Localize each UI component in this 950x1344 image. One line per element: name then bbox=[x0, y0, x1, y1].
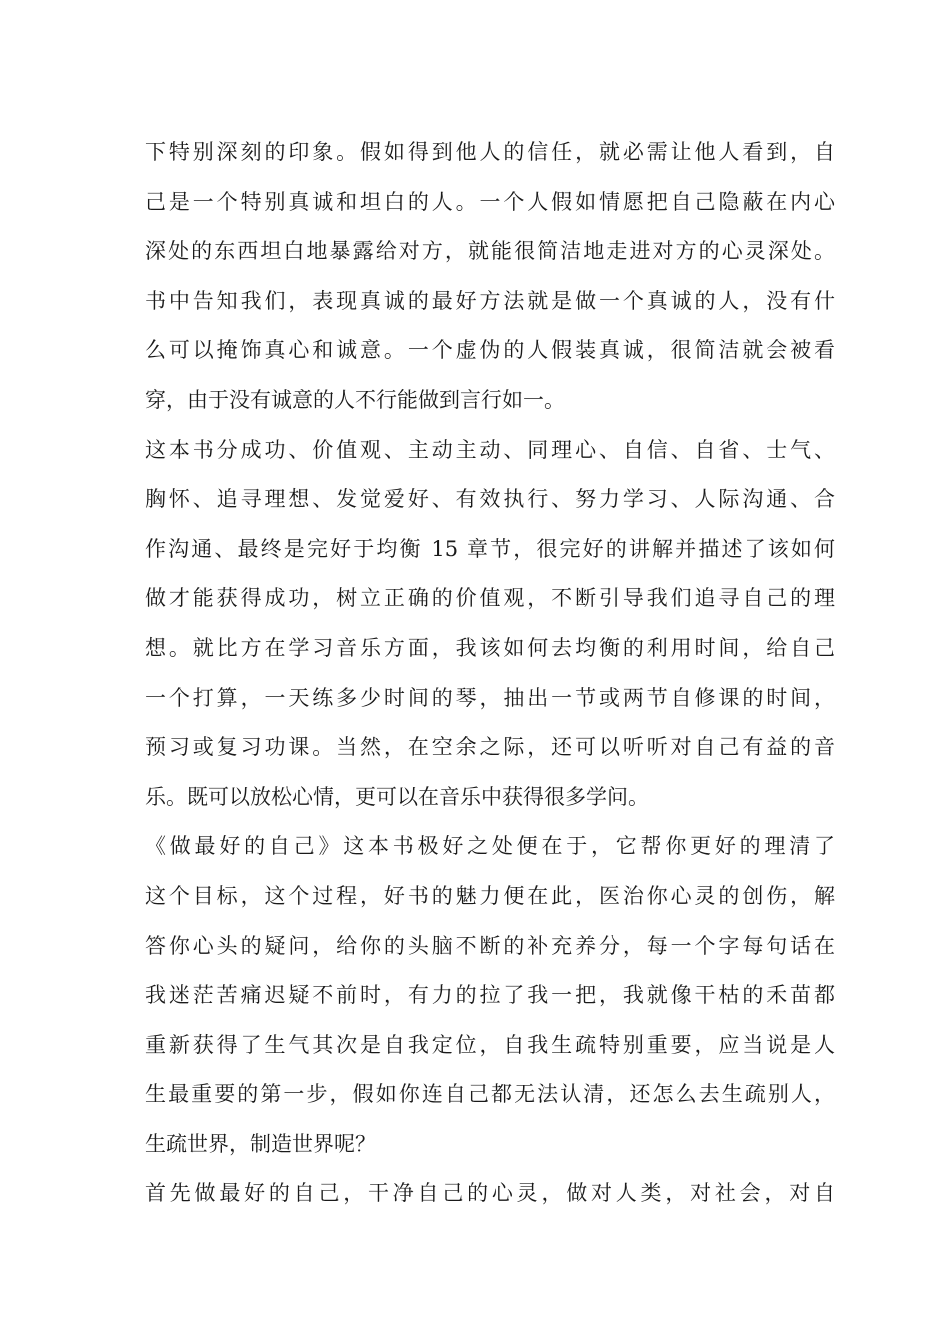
text-line: 答你心头的疑问，给你的头脑不断的补充养分，每一个字每句话在 bbox=[145, 933, 835, 958]
text-line: 深处的东西坦白地暴露给对方，就能很简洁地走进对方的心灵深处。 bbox=[145, 239, 835, 264]
text-line: 这本书分成功、价值观、主动主动、同理心、自信、自省、士气、 bbox=[145, 437, 835, 462]
text-line: 下特别深刻的印象。假如得到他人的信任，就必需让他人看到，自 bbox=[145, 140, 835, 164]
text-line: 乐。既可以放松心情，更可以在音乐中获得很多学问。 bbox=[145, 784, 649, 809]
text-line: 这个目标，这个过程，好书的魅力便在此，医治你心灵的创伤，解 bbox=[145, 883, 835, 908]
text-line: 作沟通、最终是完好于均衡 15 章节，很完好的讲解并描述了该如何 bbox=[145, 536, 835, 561]
text-line: 胸怀、追寻理想、发觉爱好、有效执行、努力学习、人际沟通、合 bbox=[145, 487, 835, 512]
text-line: 首先做最好的自己，干净自己的心灵，做对人类，对社会，对自 bbox=[145, 1181, 835, 1206]
text-line: 生疏世界，制造世界呢？ bbox=[145, 1131, 376, 1156]
text-line: 《做最好的自己》这本书极好之处便在于，它帮你更好的理清了 bbox=[145, 834, 835, 859]
text-line: 做才能获得成功，树立正确的价值观，不断引导我们追寻自己的理 bbox=[145, 586, 835, 611]
body-text bbox=[145, 128, 835, 1219]
text-line: 穿，由于没有诚意的人不行能做到言行如一。 bbox=[145, 387, 565, 412]
text-line: 么可以掩饰真心和诚意。一个虚伪的人假装真诚，很简洁就会被看 bbox=[145, 338, 835, 363]
text-line: 生最重要的第一步，假如你连自己都无法认清，还怎么去生疏别人， bbox=[145, 1082, 835, 1107]
text-line: 重新获得了生气其次是自我定位，自我生疏特别重要，应当说是人 bbox=[145, 1032, 835, 1057]
text-line: 己是一个特别真诚和坦白的人。一个人假如情愿把自己隐蔽在内心 bbox=[145, 189, 835, 214]
text-line: 书中告知我们，表现真诚的最好方法就是做一个真诚的人，没有什 bbox=[145, 288, 835, 313]
text-line: 我迷茫苦痛迟疑不前时，有力的拉了我一把，我就像干枯的禾苗都 bbox=[145, 983, 835, 1008]
text-line: 想。就比方在学习音乐方面，我该如何去均衡的利用时间，给自己 bbox=[145, 635, 835, 660]
text-line: 预习或复习功课。当然，在空余之际，还可以听听对自己有益的音 bbox=[145, 735, 835, 760]
text-line: 一个打算，一天练多少时间的琴，抽出一节或两节自修课的时间， bbox=[145, 685, 835, 710]
